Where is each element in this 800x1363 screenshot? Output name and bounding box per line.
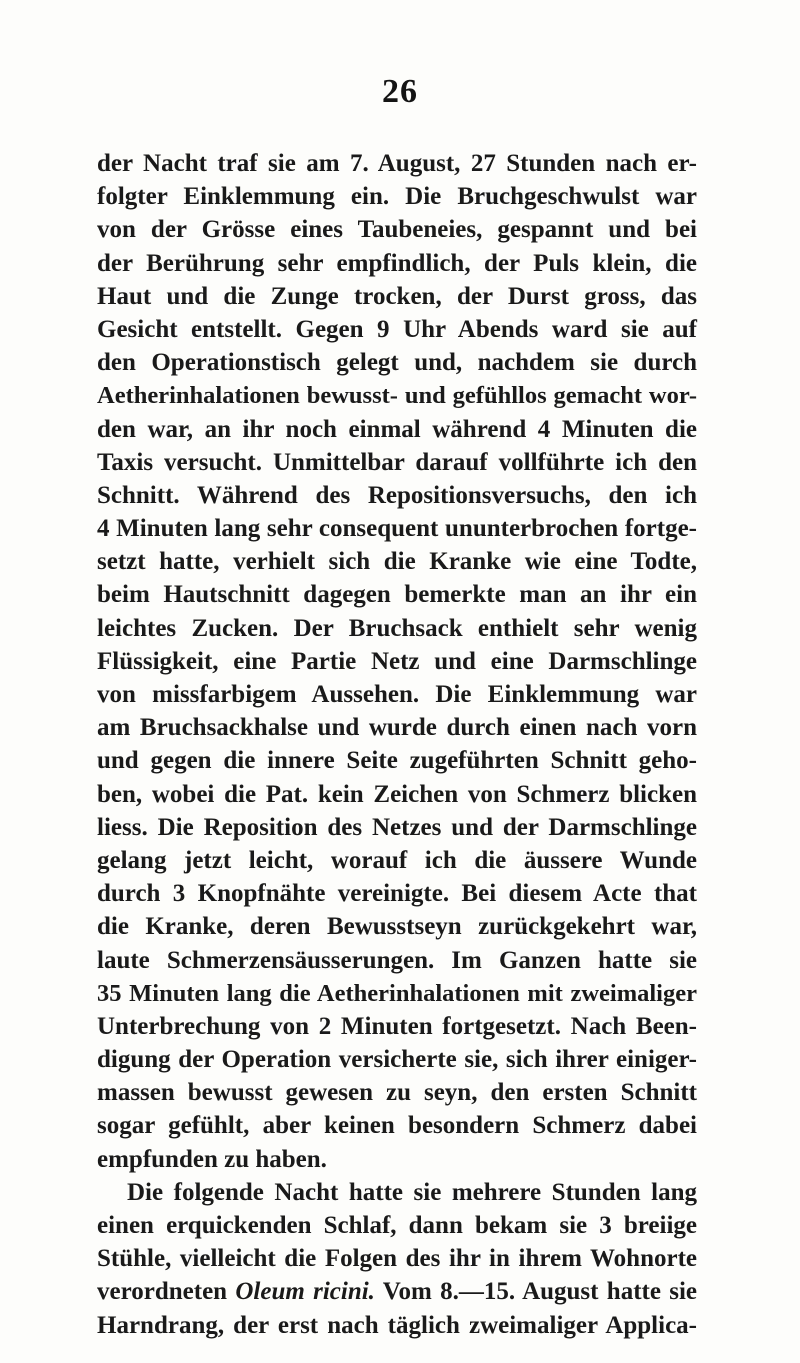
text-line: laute Schmerzensäusserungen. Im Ganzen hatte sie (97, 946, 697, 974)
text-line: setzt hatte, verhielt sich die Kranke wie eine Todte, (97, 548, 697, 576)
text-run: Vom 8.—15. August hatte sie (374, 1278, 698, 1306)
italic-drug-name: Oleum ricini. (235, 1278, 375, 1306)
text-line: den Operationstisch gelegt und, nachdem sie durch (97, 349, 697, 377)
text-line: 4 Minuten lang sehr consequent ununterbrochen fortge- (97, 515, 697, 543)
text-line: leichtes Zucken. Der Bruchsack enthielt sehr wenig (97, 614, 697, 642)
text-line: digung der Operation versicherte sie, sich ihrer einiger- (97, 1046, 697, 1074)
text-line: Stühle, vielleicht die Folgen des ihr in ihrem Wohnorte (97, 1245, 697, 1273)
text-line: den war, an ihr noch einmal während 4 Minuten die (97, 415, 697, 443)
text-line: 35 Minuten lang die Aetherinhalationen mit zweimaliger (97, 979, 697, 1007)
text-line: Harndrang, der erst nach täglich zweimaliger Applica- (97, 1311, 697, 1339)
text-line: massen bewusst gewesen zu seyn, den ersten Schnitt (97, 1079, 697, 1107)
text-line: von missfarbigem Aussehen. Die Einklemmung war (97, 681, 697, 708)
text-line: durch 3 Knopfnähte vereinigte. Bei diesem Acte that (97, 880, 697, 908)
text-line: der Nacht traf sie am 7. August, 27 Stunden nach er- (97, 150, 697, 177)
text-line: sogar gefühlt, aber keinen besondern Schmerz dabei (97, 1112, 697, 1140)
text-line: die Kranke, deren Bewusstseyn zurückgekehrt war, (97, 913, 697, 941)
text-line: am Bruchsackhalse und wurde durch einen nach vorn (97, 714, 697, 742)
text-line: Aetherinhalationen bewusst- und gefühllos gemacht wor- (97, 382, 697, 410)
text-line: Flüssigkeit, eine Partie Netz und eine Darmschlinge (97, 647, 697, 675)
body-text (97, 147, 697, 1342)
text-line: und gegen die innere Seite zugeführten Schnitt geho- (97, 747, 697, 775)
text-line: Schnitt. Während des Repositionsversuchs, den ich (97, 481, 697, 509)
text-line: Die folgende Nacht hatte sie mehrere Stunden lang (127, 1178, 697, 1206)
text-line: Haut und die Zunge trocken, der Durst gross, das (97, 282, 697, 310)
text-line: gelang jetzt leicht, worauf ich die äussere Wunde (97, 846, 697, 874)
text-line: Gesicht entstellt. Gegen 9 Uhr Abends ward sie auf (97, 315, 697, 343)
text-run: verordneten (97, 1278, 236, 1306)
text-line: folgter Einklemmung ein. Die Bruchgeschwulst war (97, 183, 697, 211)
text-line (97, 1275, 697, 1308)
page-number: 26 (382, 73, 418, 110)
text-line: von der Grösse eines Taubeneies, gespannt und bei (97, 216, 697, 244)
text-line: beim Hautschnitt dagegen bemerkte man an ihr ein (97, 581, 697, 609)
text-line: liess. Die Reposition des Netzes und der Darmschlinge (97, 813, 697, 841)
text-line: Taxis versucht. Unmittelbar darauf vollführte ich den (97, 448, 697, 476)
text-line: der Berührung sehr empfindlich, der Puls klein, die (97, 249, 697, 277)
text-line: ben, wobei die Pat. kein Zeichen von Schmerz blicken (97, 780, 697, 808)
text-line: einen erquickenden Schlaf, dann bekam sie 3 breiige (97, 1212, 697, 1239)
text-line: empfunden zu haben. (97, 1145, 327, 1173)
text-line: Unterbrechung von 2 Minuten fortgesetzt. Nach Been- (97, 1012, 697, 1040)
